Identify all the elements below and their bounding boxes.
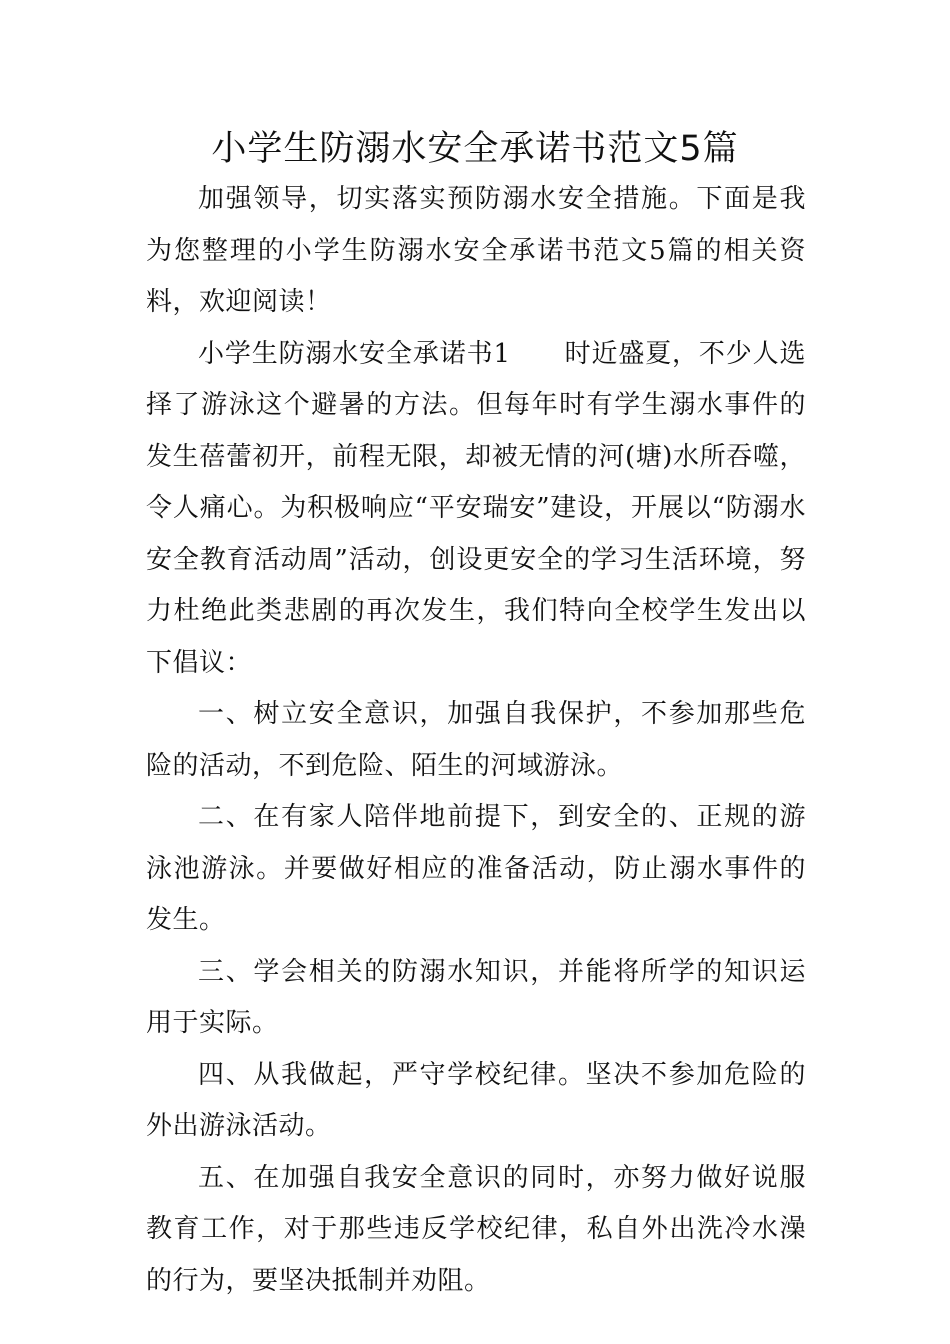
pledge-item-3: 三、学会相关的防溺水知识，并能将所学的知识运用于实际。 [146,956,806,1038]
document-title: 小学生防溺水安全承诺书范文5篇 [211,129,739,169]
section-1-paragraph: 小学生防溺水安全承诺书1 时近盛夏，不少人选择了游泳这个避暑的方法。但每年时有学生溺水事件的发生蓓蕾初开，前程无限，却被无情的河(塘)水所吞噬，令人痛心。为积极响应“平安瑞安”建设，开展以“防溺水安全教育活动周”活动，创设更安全的学习生活环境，努力杜绝此类悲剧的再次发生，我们特向全校学生发出以下倡议： [146,338,806,678]
pledge-item-2: 二、在有家人陪伴地前提下，到安全的、正规的游泳池游泳。并要做好相应的准备活动，防止溺水事件的发生。 [146,802,806,935]
pledge-item-5: 五、在加强自我安全意识的同时，亦努力做好说服教育工作，对于那些违反学校纪律，私自外出洗冷水澡的行为，要坚决抵制并劝阻。 [146,1162,806,1296]
intro-paragraph: 加强领导，切实落实预防溺水安全措施。下面是我为您整理的小学生防溺水安全承诺书范文5篇的相关资料，欢迎阅读！ [146,184,806,317]
document-body [146,174,806,1307]
pledge-item-4: 四、从我做起，严守学校纪律。坚决不参加危险的外出游泳活动。 [146,1059,806,1141]
pledge-item-1: 一、树立安全意识，加强自我保护，不参加那些危险的活动，不到危险、陌生的河域游泳。 [146,699,806,781]
